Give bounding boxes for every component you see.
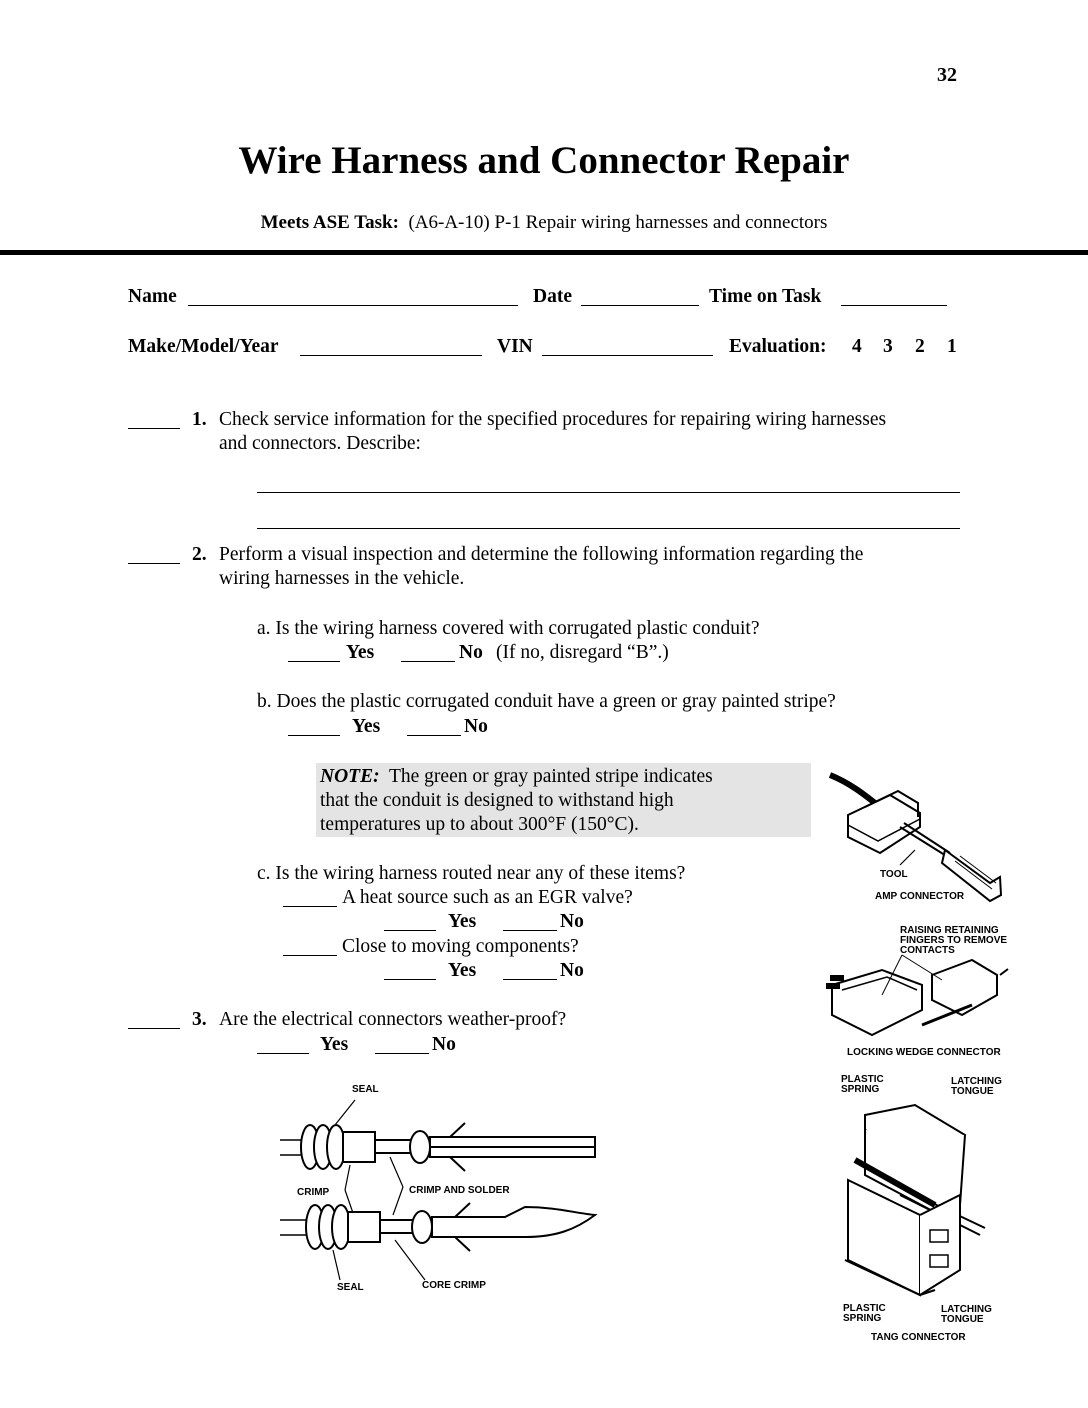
step-3-number: 3. (192, 1009, 207, 1030)
wedge-callout-line1: RAISING RETAINING (900, 925, 999, 936)
make-model-year-field[interactable] (300, 337, 482, 356)
note-box (316, 763, 811, 837)
step-2a-yes-label: Yes (346, 642, 375, 663)
page-number: 32 (937, 64, 957, 86)
vin-label: VIN (497, 336, 533, 357)
evaluation-score-1[interactable]: 1 (947, 336, 957, 357)
step-2b-no-blank[interactable] (407, 717, 461, 736)
tang-tongue-bottom-line1: LATCHING (941, 1304, 992, 1315)
terminal-seal-top-label: SEAL (352, 1084, 379, 1095)
locking-wedge-illustration (822, 955, 1012, 1045)
step-2b-question: b. Does the plastic corrugated conduit have a green or gray painted stripe? (257, 691, 836, 712)
ase-task-line (0, 212, 1088, 234)
wedge-callout-line2: FINGERS TO REMOVE (900, 935, 1008, 946)
step-2b-no-label: No (464, 716, 488, 737)
make-model-year-label: Make/Model/Year (128, 336, 279, 357)
step-2c-item2: Close to moving components? (342, 936, 579, 957)
tang-spring-top-line2: SPRING (841, 1084, 880, 1095)
tang-connector-caption: TANG CONNECTOR (871, 1332, 966, 1343)
step-1-checkbox[interactable] (128, 410, 180, 429)
step-1-answer-line-2[interactable] (257, 528, 960, 529)
note-line-3: temperatures up to about 300°F (150°C). (320, 814, 639, 835)
header-rule (0, 250, 1088, 255)
step-2a-no-blank[interactable] (401, 643, 455, 662)
vin-field[interactable] (542, 337, 713, 356)
date-label: Date (533, 286, 572, 307)
terminal-core-crimp-label: CORE CRIMP (422, 1280, 486, 1291)
step-2c-item2-no-label: No (560, 960, 584, 981)
step-2c-item1-yes-label: Yes (448, 911, 477, 932)
terminal-seal-bottom-label: SEAL (337, 1282, 364, 1293)
step-1-text-line1: Check service information for the specified procedures for repairing wiring harnesses (219, 409, 887, 430)
tang-tongue-bottom-line2: TONGUE (941, 1314, 984, 1325)
evaluation-score-3[interactable]: 3 (883, 336, 893, 357)
terminal-crimp-solder-label: CRIMP AND SOLDER (409, 1185, 510, 1196)
note-label: NOTE: (320, 766, 380, 787)
step-3-checkbox[interactable] (128, 1010, 180, 1029)
time-on-task-label: Time on Task (709, 286, 822, 307)
tang-spring-bottom-line1: PLASTIC (843, 1303, 886, 1314)
step-3-no-blank[interactable] (375, 1035, 429, 1054)
step-2b-yes-label: Yes (352, 716, 381, 737)
page-title: Wire Harness and Connector Repair (238, 139, 850, 182)
note-line-2: that the conduit is designed to withstand high (320, 790, 674, 811)
step-2-checkbox[interactable] (128, 545, 180, 564)
wedge-callout-line3: CONTACTS (900, 945, 955, 956)
name-field[interactable] (188, 287, 518, 306)
step-2c-item2-no-blank[interactable] (503, 961, 557, 980)
time-on-task-field[interactable] (841, 287, 947, 306)
ase-task-text: (A6-A-10) P-1 Repair wiring harnesses and connectors (408, 212, 828, 233)
step-2a-yes-blank[interactable] (288, 643, 340, 662)
evaluation-score-4[interactable]: 4 (852, 336, 862, 357)
step-3-text: Are the electrical connectors weather-proof? (219, 1009, 567, 1030)
step-1-answer-line-1[interactable] (257, 492, 960, 493)
step-3-no-label: No (432, 1034, 456, 1055)
note-line-1: NOTE: The green or gray painted stripe indicates (320, 766, 713, 787)
date-field[interactable] (581, 287, 699, 306)
step-2a-question: a. Is the wiring harness covered with corrugated plastic conduit? (257, 618, 760, 639)
step-2a-note: (If no, disregard “B”.) (496, 642, 669, 663)
step-2c-question: c. Is the wiring harness routed near any of these items? (257, 863, 686, 884)
name-label: Name (128, 286, 177, 307)
tang-connector-illustration (840, 1095, 1010, 1300)
tang-tongue-top-line2: TONGUE (951, 1086, 994, 1097)
step-2-text-line1: Perform a visual inspection and determine the following information regarding the (219, 544, 864, 565)
step-2c-item1: A heat source such as an EGR valve? (342, 887, 633, 908)
tang-spring-bottom-line2: SPRING (843, 1313, 882, 1324)
step-2-number: 2. (192, 544, 207, 565)
tang-spring-top-line1: PLASTIC (841, 1074, 884, 1085)
step-2b-yes-blank[interactable] (288, 717, 340, 736)
evaluation-score-2[interactable]: 2 (915, 336, 925, 357)
amp-connector-illustration (820, 765, 1010, 905)
step-3-yes-label: Yes (320, 1034, 349, 1055)
terminal-crimp-label: CRIMP (297, 1187, 330, 1198)
step-3-yes-blank[interactable] (257, 1035, 309, 1054)
ase-task-label: Meets ASE Task: (260, 212, 399, 233)
step-2c-item2-yes-label: Yes (448, 960, 477, 981)
step-2c-item2-yes-blank[interactable] (384, 961, 436, 980)
amp-connector-caption: AMP CONNECTOR (875, 891, 965, 902)
step-2c-item1-no-label: No (560, 911, 584, 932)
step-2c-item1-no-blank[interactable] (503, 912, 557, 931)
step-2c-item2-blank[interactable] (283, 937, 337, 956)
step-2a-no-label: No (459, 642, 483, 663)
step-1-text-line2: and connectors. Describe: (219, 433, 421, 454)
step-2c-item1-yes-blank[interactable] (384, 912, 436, 931)
step-2c-item1-blank[interactable] (283, 888, 337, 907)
locking-wedge-caption: LOCKING WEDGE CONNECTOR (847, 1047, 1001, 1058)
tang-tongue-top-line1: LATCHING (951, 1076, 1002, 1087)
step-1-number: 1. (192, 409, 207, 430)
step-2-text-line2: wiring harnesses in the vehicle. (219, 568, 465, 589)
amp-tool-label: TOOL (880, 869, 908, 880)
evaluation-label: Evaluation: (729, 336, 827, 357)
